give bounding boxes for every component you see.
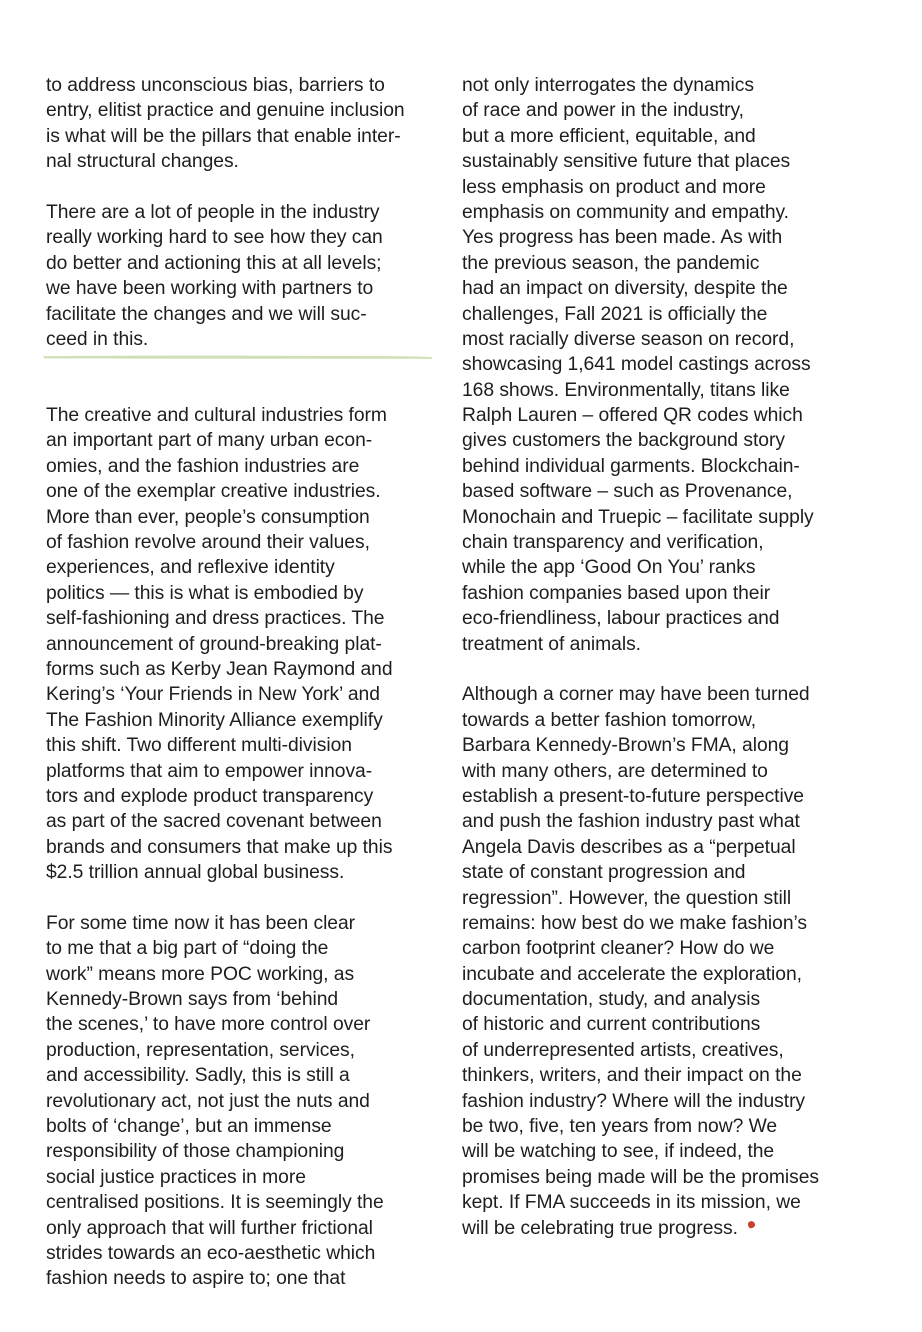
text-line: fashion needs to aspire to; one that — [46, 1268, 346, 1290]
text-line: eco-friendliness, labour practices and — [462, 608, 780, 630]
text-line: Kering’s ‘Your Friends in New York’ and — [46, 684, 380, 706]
text-line: while the app ‘Good On You’ ranks — [462, 557, 756, 579]
text-line: towards a better fashion tomorrow, — [462, 709, 757, 731]
text-line: be two, five, ten years from now? We — [462, 1116, 778, 1138]
essay-paragraph-conclusion — [462, 682, 882, 1241]
text-line: but a more efficient, equitable, and — [462, 125, 756, 147]
text-line: not only interrogates the dynamics — [462, 75, 754, 96]
text-line: brands and consumers that make up this — [46, 836, 393, 858]
interview-closing-paragraph-2 — [46, 200, 446, 352]
text-line: state of constant progression and — [462, 862, 746, 884]
text-line: this shift. Two different multi-division — [46, 735, 352, 757]
paragraph-gap — [46, 175, 446, 200]
paragraph-gap — [462, 657, 882, 682]
text-line: Angela Davis describes as a “perpetual — [462, 836, 796, 858]
paragraph-gap — [46, 886, 446, 911]
text-line: Monochain and Truepic – facilitate supply — [462, 506, 814, 528]
text-line: self-fashioning and dress practices. The — [46, 608, 385, 630]
text-line: based software – such as Provenance, — [462, 481, 793, 503]
essay-paragraph-progress — [462, 73, 882, 657]
text-line: experiences, and reflexive identity — [46, 557, 335, 579]
text-line: of fashion revolve around their values, — [46, 532, 370, 554]
text-line: the scenes,’ to have more control over — [46, 1014, 371, 1036]
text-line: carbon footprint cleaner? How do we — [462, 938, 775, 960]
text-line: Although a corner may have been turned — [462, 684, 810, 706]
text-line: one of the exemplar creative industries. — [46, 481, 381, 503]
text-line: ceed in this. — [46, 328, 149, 350]
text-line: most racially diverse season on record, — [462, 328, 795, 350]
section-divider — [42, 353, 434, 361]
text-line: we have been working with partners to — [46, 278, 374, 300]
text-line: documentation, study, and analysis — [462, 989, 761, 1011]
text-line: and accessibility. Sadly, this is still a — [46, 1065, 350, 1087]
text-line: remains: how best do we make fashion’s — [462, 912, 807, 934]
essay-paragraph-doing-the-work — [46, 911, 446, 1292]
text-line: fashion industry? Where will the industry — [462, 1090, 806, 1112]
text-line: Ralph Lauren – offered QR codes which — [462, 405, 803, 427]
text-line: For some time now it has been clear — [46, 912, 356, 934]
text-line: The creative and cultural industries form — [46, 405, 387, 427]
text-line: incubate and accelerate the exploration, — [462, 963, 802, 985]
text-line: omies, and the fashion industries are — [46, 455, 360, 477]
text-line: establish a present-to-future perspective — [462, 785, 804, 807]
text-line: emphasis on community and empathy. — [462, 201, 789, 223]
text-line: bolts of ‘change’, but an immense — [46, 1116, 332, 1138]
text-line: The Fashion Minority Alliance exemplify — [46, 709, 383, 731]
text-line: will be watching to see, if indeed, the — [462, 1141, 775, 1163]
text-line: nal structural changes. — [46, 151, 239, 173]
text-line: really working hard to see how they can — [46, 227, 383, 249]
right-column — [462, 73, 882, 1241]
text-line: revolutionary act, not just the nuts and — [46, 1090, 370, 1112]
text-line: less emphasis on product and more — [462, 176, 766, 198]
text-line: work” means more POC working, as — [46, 963, 355, 985]
text-line: do better and actioning this at all levels; — [46, 252, 382, 274]
divider-brush-stroke — [43, 356, 432, 359]
text-line: and push the fashion industry past what — [462, 811, 800, 833]
text-line: thinkers, writers, and their impact on the — [462, 1065, 802, 1087]
text-line: tors and explode product transparency — [46, 785, 374, 807]
text-line: platforms that aim to empower innova- — [46, 760, 373, 782]
text-line: the previous season, the pandemic — [462, 252, 760, 274]
text-line: with many others, are determined to — [462, 760, 768, 782]
text-line: only approach that will further frictional — [46, 1217, 373, 1239]
text-line: social justice practices in more — [46, 1166, 306, 1188]
text-line: forms such as Kerby Jean Raymond and — [46, 659, 393, 680]
article-end-mark-icon — [747, 1220, 756, 1229]
text-line: politics — this is what is embodied by — [46, 582, 364, 604]
left-column — [46, 73, 446, 1292]
text-line: as part of the sacred covenant between — [46, 811, 382, 833]
text-line: kept. If FMA succeeds in its mission, we — [462, 1192, 801, 1214]
text-line: promises being made will be the promises — [462, 1166, 820, 1188]
text-line: regression”. However, the question still — [462, 887, 792, 909]
text-line: gives customers the background story — [462, 430, 785, 452]
text-line: fashion companies based upon their — [462, 582, 771, 604]
text-line: facilitate the changes and we will suc- — [46, 303, 367, 325]
text-line: an important part of many urban econ- — [46, 430, 373, 452]
text-line: of race and power in the industry, — [462, 100, 744, 122]
text-line: 168 shows. Environmentally, titans like — [462, 379, 790, 401]
text-line: challenges, Fall 2021 is officially the — [462, 303, 768, 325]
text-line: sustainably sensitive future that places — [462, 151, 791, 173]
text-line: chain transparency and verification, — [462, 532, 764, 554]
text-line: will be celebrating true progress. — [462, 1216, 882, 1241]
text-line: to address unconscious bias, barriers to — [46, 75, 385, 96]
text-line: is what will be the pillars that enable inter- — [46, 125, 401, 147]
text-line: of underrepresented artists, creatives, — [462, 1039, 784, 1061]
text-line: of historic and current contributions — [462, 1014, 761, 1036]
text-line: had an impact on diversity, despite the — [462, 278, 788, 300]
text-line: centralised positions. It is seemingly the — [46, 1192, 384, 1214]
text-line: production, representation, services, — [46, 1039, 355, 1061]
text-line: $2.5 trillion annual global business. — [46, 862, 345, 884]
text-line: announcement of ground-breaking plat- — [46, 633, 382, 655]
interview-closing-paragraph — [46, 73, 446, 175]
text-line: Barbara Kennedy-Brown’s FMA, along — [462, 735, 789, 757]
essay-paragraph-creative-industries — [46, 403, 446, 885]
text-line: More than ever, people’s consumption — [46, 506, 370, 528]
text-line: entry, elitist practice and genuine inclusion — [46, 100, 405, 122]
text-line: responsibility of those championing — [46, 1141, 345, 1163]
text-line: treatment of animals. — [462, 633, 641, 655]
text-line: to me that a big part of “doing the — [46, 938, 329, 960]
text-line: Kennedy-Brown says from ‘behind — [46, 989, 339, 1011]
text-line: There are a lot of people in the industry — [46, 201, 380, 223]
text-line: Yes progress has been made. As with — [462, 227, 783, 249]
text-line: strides towards an eco-aesthetic which — [46, 1242, 376, 1264]
text-line: showcasing 1,641 model castings across — [462, 354, 811, 376]
text-line: behind individual garments. Blockchain- — [462, 455, 800, 477]
